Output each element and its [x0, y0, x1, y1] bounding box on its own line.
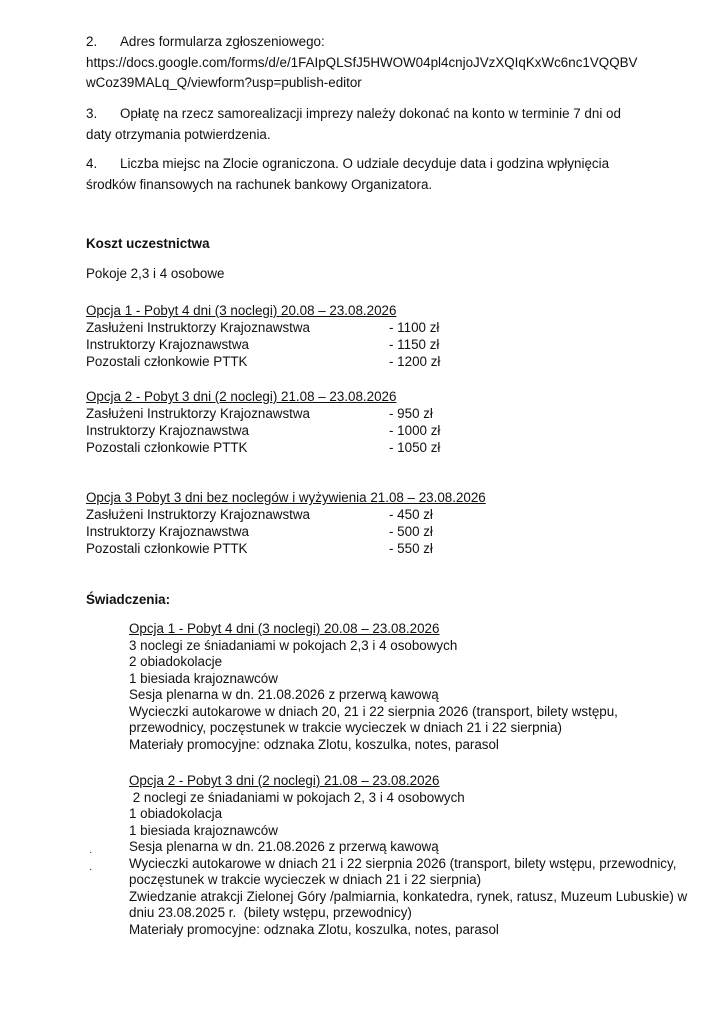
benefit-line: 2 obiadokolacje — [129, 654, 223, 669]
item-text: Liczba miejsc na Zlocie ograniczona. O udziale decyduje data i godzina wpłynięcia — [120, 156, 610, 171]
price-value: - 450 zł — [389, 507, 433, 522]
form-url-line-1: https://docs.google.com/forms/d/e/1FAIpQLSfJ5HWOW04pl4cnjoJVzXQIqKxWc6nc1VQQBV — [86, 54, 638, 70]
price-label: Instruktorzy Krajoznawstwa — [86, 337, 249, 352]
benefit-line: Sesja plenarna w dn. 21.08.2026 z przerwą kawową — [129, 839, 439, 854]
benefit-line: Materiały promocyjne: odznaka Zlotu, koszulka, notes, parasol — [129, 921, 499, 937]
benefit-line: 1 obiadokolacja — [129, 806, 223, 821]
benefit-line: Wycieczki autokarowe w dniach 21 i 22 sierpnia 2026 (transport, bilety wstępu, przewodnicy, — [129, 855, 677, 871]
price-label: Pozostali członkowie PTTK — [86, 354, 248, 369]
benefit-line: 2 noclegi ze śniadaniami w pokojach 2, 3 i 4 osobowych — [129, 789, 465, 805]
benefit-line: 1 biesiada krajoznawców — [129, 670, 278, 686]
benefit-line: przewodnicy, poczęstunek w trakcie wycieczek w dniach 21 i 22 sierpnia) — [129, 720, 562, 735]
form-url-line-2: wCoz39MALq_Q/viewform?usp=publish-editor — [86, 75, 362, 90]
price-label: Zasłużeni Instruktorzy Krajoznawstwa — [86, 507, 311, 522]
benefit-line: dniu 23.08.2025 r. (bilety wstępu, przewodnicy) — [129, 905, 412, 920]
benefits-option-1-title: Opcja 1 - Pobyt 4 dni (3 noclegi) 20.08 – 23.08.2026 — [129, 621, 440, 636]
numbered-item-4 — [86, 156, 706, 193]
benefit-line: Zwiedzanie atrakcji Zielonej Góry /palmiarnia, konkatedra, rynek, ratusz, Muzeum Lubuskie) w — [129, 888, 688, 904]
benefit-line: 3 noclegi ze śniadaniami w pokojach 2,3 i 4 osobowych — [129, 637, 458, 653]
cost-option-2-title: Opcja 2 - Pobyt 3 dni (2 noclegi) 21.08 – 23.08.2026 — [86, 389, 397, 404]
price-label: Zasłużeni Instruktorzy Krajoznawstwa — [86, 406, 311, 421]
bullet-marker: · — [89, 864, 93, 875]
item-number: 2. — [86, 34, 98, 49]
item-number: 4. — [86, 156, 98, 171]
cost-heading: Koszt uczestnictwa — [86, 236, 210, 251]
price-value: - 1100 zł — [389, 320, 440, 335]
price-value: - 1050 zł — [389, 440, 441, 455]
numbered-item-2 — [86, 34, 706, 92]
rooms-info: Pokoje 2,3 i 4 osobowe — [86, 266, 225, 281]
price-value: - 1000 zł — [389, 423, 441, 438]
price-value: - 950 zł — [389, 406, 433, 421]
benefits-option-2 — [129, 773, 709, 938]
benefit-line: Sesja plenarna w dn. 21.08.2026 z przerwą kawową — [129, 687, 439, 702]
item-line — [86, 106, 706, 123]
item-line — [86, 34, 706, 51]
cost-option-1-title: Opcja 1 - Pobyt 4 dni (3 noclegi) 20.08 – 23.08.2026 — [86, 303, 397, 318]
benefit-line: Materiały promocyjne: odznaka Zlotu, koszulka, notes, parasol — [129, 736, 499, 752]
benefit-line: poczęstunek w trakcie wycieczek w dniach 21 i 22 sierpnia) — [129, 872, 482, 887]
item-text: Adres formularza zgłoszeniowego: — [120, 34, 325, 49]
price-value: - 1150 zł — [389, 337, 440, 352]
benefits-option-2-title: Opcja 2 - Pobyt 3 dni (2 noclegi) 21.08 – 23.08.2026 — [129, 773, 440, 788]
item-line — [86, 156, 706, 173]
price-value: - 1200 zł — [389, 354, 441, 369]
price-label: Instruktorzy Krajoznawstwa — [86, 524, 249, 539]
item-number: 3. — [86, 106, 98, 121]
cost-option-3-title: Opcja 3 Pobyt 3 dni bez noclegów i wyżywienia 21.08 – 23.08.2026 — [86, 490, 486, 505]
benefits-heading: Świadczenia: — [86, 592, 171, 607]
benefit-line: Wycieczki autokarowe w dniach 20, 21 i 22 sierpnia 2026 (transport, bilety wstępu, — [129, 703, 618, 719]
item-text: Opłatę na rzecz samorealizacji imprezy należy dokonać na konto w terminie 7 dni od — [120, 106, 621, 121]
benefits-option-1 — [129, 621, 709, 753]
numbered-item-3 — [86, 106, 706, 143]
item-text-continued: środków finansowych na rachunek bankowy Organizatora. — [86, 176, 433, 192]
benefit-line: 1 biesiada krajoznawców — [129, 822, 278, 838]
price-label: Instruktorzy Krajoznawstwa — [86, 423, 249, 438]
price-label: Zasłużeni Instruktorzy Krajoznawstwa — [86, 320, 311, 335]
price-label: Pozostali członkowie PTTK — [86, 541, 248, 556]
price-label: Pozostali członkowie PTTK — [86, 440, 248, 455]
price-value: - 550 zł — [389, 541, 433, 556]
price-value: - 500 zł — [389, 524, 433, 539]
bullet-marker: · — [89, 847, 93, 858]
item-text-continued: daty otrzymania potwierdzenia. — [86, 126, 271, 142]
